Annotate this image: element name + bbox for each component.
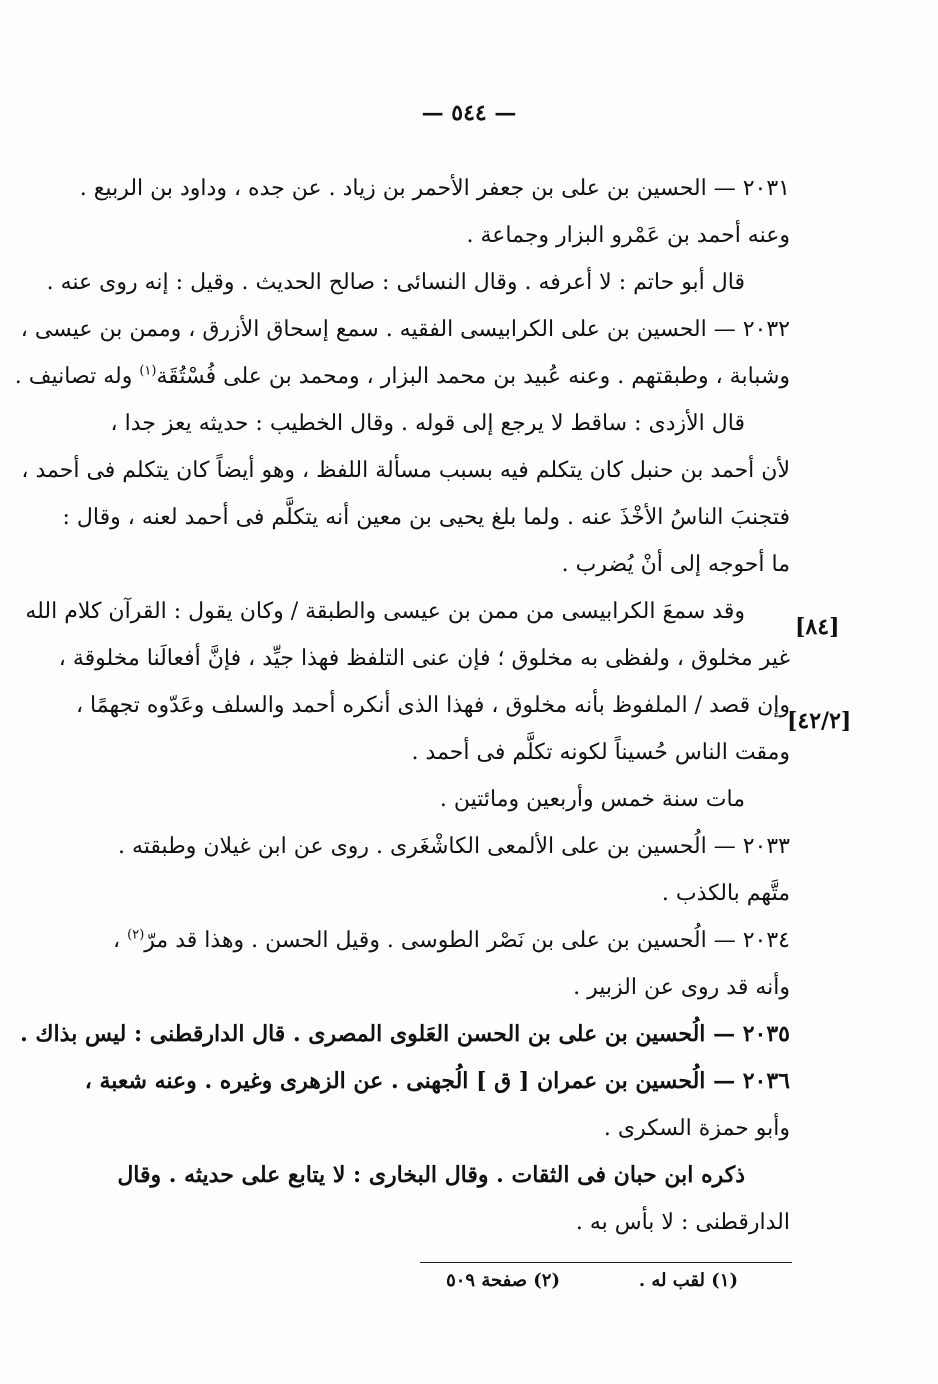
entry-2035-line-1: ٢٠٣٥ — الُحسين بن على بن الحسن العَلوى المصرى . قال الدارقطنى : ليس بذاك . xyxy=(20,1021,790,1047)
entry-2032-line-5: فتجنبَ الناسُ الأخْذَ عنه . ولما بلغ يحيى بن معين أنه يتكلَّم فى أحمد لعنه ، وقال : xyxy=(62,505,790,530)
entry-2032-line-8: غير مخلوق ، ولفظى به مخلوق ؛ فإن عنى التلفظ فهذا جيِّد ، فإنَّ أفعالَنا مخلوقة ، xyxy=(58,646,790,671)
entry-2032-line-6: ما أحوجه إلى أنْ يُضرب . xyxy=(561,552,790,577)
footnote-ref-1: (١) xyxy=(139,363,157,379)
entry-2033-line-2: متَّهم بالكذب . xyxy=(661,881,790,906)
entry-2031-line-1: ٢٠٣١ — الحسين بن على بن جعفر الأحمر بن زياد . عن جده ، وداود بن الربيع . xyxy=(79,176,790,201)
entry-2032-line-2-tail: وله تصانيف . xyxy=(14,364,140,389)
margin-page-ref-2: [٤٢/٢] xyxy=(787,708,852,734)
page-number: — ٥٤٤ — xyxy=(421,100,517,126)
footnote-divider xyxy=(420,1262,792,1263)
entry-2034-line-2: وأنه قد روى عن الزبير . xyxy=(573,975,790,1000)
footnote-ref-2: (٢) xyxy=(127,927,145,943)
entry-2032-line-10: ومقت الناس حُسيناً لكونه تكلَّم فى أحمد . xyxy=(411,740,790,765)
margin-page-ref-1: [٨٤] xyxy=(795,614,840,640)
entry-2032-line-2 xyxy=(14,353,790,400)
entry-2032-line-11: مات سنة خمس وأربعين ومائتين . xyxy=(439,787,745,812)
entry-2036-line-4: الدارقطنى : لا بأس به . xyxy=(575,1210,790,1235)
footnote-1: (١) لقب له . xyxy=(638,1270,738,1291)
entry-2036-line-1: ٢٠٣٦ — الُحسين بن عمران [ ق ] الُجهنى . عن الزهرى وغيره . وعنه شعبة ، xyxy=(84,1068,790,1094)
entry-2031-line-3: قال أبو حاتم : لا أعرفه . وقال النسائى : صالح الحديث . وقيل : إنه روى عنه . xyxy=(46,270,745,295)
entry-2034-line-1 xyxy=(113,917,790,964)
footnote-2: (٢) صفحة ٥٠٩ xyxy=(446,1270,560,1291)
entry-2036-line-2: وأبو حمزة السكرى . xyxy=(603,1116,790,1141)
entry-2032-line-2-text: وشبابة ، وطبقتهم . وعنه عُبيد بن محمد البزار ، ومحمد بن على فُسْتُقَة xyxy=(156,364,790,389)
entry-2032-line-9: وإن قصد / الملفوظ بأنه مخلوق ، فهذا الذى أنكره أحمد والسلف وعَدّوه تجهمًا ، xyxy=(75,693,790,718)
entry-2036-line-3: ذكره ابن حبان فى الثقات . وقال البخارى : لا يتابع على حديثه . وقال xyxy=(117,1162,745,1188)
entry-2032-line-7: وقد سمعَ الكرابيسى من ممن بن عيسى والطبقة / وكان يقول : القرآن كلام الله xyxy=(25,599,745,624)
entry-2031-line-2: وعنه أحمد بن عَمْرو البزار وجماعة . xyxy=(466,223,790,248)
entry-2033-line-1: ٢٠٣٣ — الُحسين بن على الألمعى الكاشْغَرى . روى عن ابن غيلان وطبقته . xyxy=(118,834,790,859)
entry-2034-line-1-text: ٢٠٣٤ — الُحسين بن على بن نَصْر الطوسى . وقيل الحسن . وهذا قد مرّ xyxy=(144,928,790,953)
entry-2032-line-4: لأن أحمد بن حنبل كان يتكلم فيه بسبب مسألة اللفظ ، وهو أيضاً كان يتكلم فى أحمد ، xyxy=(21,458,790,483)
entry-2034-line-1-tail: ، xyxy=(113,928,128,953)
main-text xyxy=(14,165,790,1246)
entry-2032-line-3: قال الأزدى : ساقط لا يرجع إلى قوله . وقال الخطيب : حديثه يعز جدا ، xyxy=(110,411,745,436)
entry-2032-line-1: ٢٠٣٢ — الحسين بن على الكرابيسى الفقيه . سمع إسحاق الأزرق ، وممن بن عيسى ، xyxy=(20,317,790,342)
